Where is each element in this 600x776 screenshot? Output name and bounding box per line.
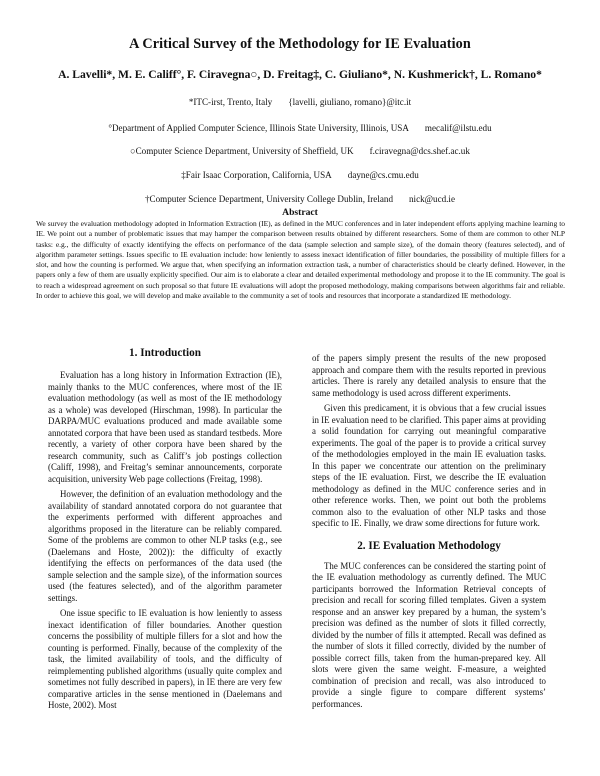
paragraph: However, the definition of an evaluation methodology and the availability of standard annotated corpora do not guarantee that the experiments performed with different approaches and algorithms proposed in the literature can be reliably compared. Some of the problems are common to other NLP tasks (e.g., see (Daelemans and Hoste, 2002)): the difficulty of exactly identifying the effects on performances of the data used (the sample selection and the sample size), of the information sources used (the features selected), and of the algorithm parameter settings. — [48, 489, 282, 603]
affiliation-institution: °Department of Applied Computer Science, Illinois State University, Illinois, USA — [108, 123, 409, 133]
section-heading-ie-evaluation-methodology: 2. IE Evaluation Methodology — [357, 539, 501, 552]
abstract-body: We survey the evaluation methodology adopted in Information Extraction (IE), as defined in the MUC conferences and in later independent efforts applying machine learning to IE. We point out a number of problematic issues that may hamper the comparison between results obtained by different researchers. Some of them are common to other NLP tasks: e.g., the difficulty of exactly identifying the effects on performance of the data (sample selection and sample size), of the domain theory (features selected), and of algorithm parameter settings. Issues specific to IE evaluation include: how leniently to assess inexact identification of filler boundaries, the possibility of multiple fillers for a slot, and how the counting is performed. We argue that, when specifying an information extraction task, a number of characteristics should be clearly defined. However, in the papers only a few of them are usually explicitly specified. Our aim is to elaborate a clear and detailed experimental methodology and propose it to the IE community. The goal is to reach a widespread agreement on such proposal so that future IE evaluations will adopt the proposed methodology, making comparisons between algorithms fair and reliable. In order to achieve this goal, we will develop and make available to the community a set of tools and resources that incorporate a standardized IE methodology. — [36, 219, 565, 300]
affiliation-email: dayne@cs.cmu.edu — [347, 170, 419, 180]
affiliation-email: mecalif@ilstu.edu — [424, 123, 492, 133]
affiliation-institution: *ITC-irst, Trento, Italy — [188, 97, 273, 107]
author-list: A. Lavelli*, M. E. Califf°, F. Ciravegna○, D. Freitag‡, C. Giuliano*, N. Kushmerick†, L. Romano* — [58, 68, 542, 81]
affiliation-email: {lavelli, giuliano, romano}@itc.it — [288, 97, 412, 107]
right-column — [312, 353, 546, 714]
affiliation-institution: †Computer Science Department, University College Dublin, Ireland — [145, 194, 393, 204]
affiliation-5 — [0, 194, 600, 204]
affiliation-3 — [0, 146, 600, 156]
paper-title: A Critical Survey of the Methodology for IE Evaluation — [129, 36, 471, 52]
paragraph: of the papers simply present the results of the new proposed approach and compare them with the results reported in previous articles. There is rarely any detailed analysis to ensure that the same methodology is used across different experiments. — [312, 353, 546, 398]
affiliation-email: nick@ucd.ie — [409, 194, 455, 204]
affiliation-4 — [0, 170, 600, 180]
abstract-heading: Abstract — [282, 207, 318, 218]
affiliation-1 — [0, 97, 600, 107]
affiliation-institution: ‡Fair Isaac Corporation, California, USA — [181, 170, 332, 180]
left-column — [48, 346, 282, 716]
affiliation-institution: ○Computer Science Department, University of Sheffield, UK — [130, 146, 354, 156]
paragraph: Evaluation has a long history in Information Extraction (IE), mainly thanks to the MUC conferences, where most of the IE evaluation methodology (as well as most of the IE methodology as a whole) was developed (Hirschman, 1998). In particular the DARPA/MUC evaluations produced and made available some annotated corpora that have been used as standard testbeds. More recently, a variety of other corpora have been shared by the research community, such as Califf’s job postings collection (Califf, 1998), and Freitag’s seminar announcements, corporate acquisition, university Web page collections (Freitag, 1998). — [48, 370, 282, 484]
affiliation-email: f.ciravegna@dcs.shef.ac.uk — [369, 146, 470, 156]
affiliation-2 — [0, 123, 600, 133]
paragraph: The MUC conferences can be considered the starting point of the IE evaluation methodology as currently defined. The MUC participants borrowed the Information Retrieval concepts of precision and recall for scoring filled templates. Given a system response and an answer key prepared by a human, the system’s precision was defined as the number of slots it filled correctly, divided by the number of fills it attempted. Recall was defined as the number of slots it filled correctly, divided by the number of possible correct fills, taken from the human-prepared key. All slots were given the same weight. F-measure, a weighted combination of precision and recall, was also introduced to provide a single figure to compare different systems’ performances. — [312, 560, 546, 709]
paragraph: Given this predicament, it is obvious that a few crucial issues in IE evaluation need to be clarified. This paper aims at providing a solid foundation for carrying out meaningful comparative experiments. The goal of the paper is to provide a critical survey of the methodologies employed in the main IE evaluation tasks. In this paper we concentrate our attention on the preliminary steps of the IE evaluation. First, we describe the IE evaluation methodology as defined in the MUC conference series and in other reference works. Then, we point out both the problems common also to the evaluation of other NLP tasks and those specific to IE. Finally, we draw some directions for future work. — [312, 403, 546, 528]
section-heading-introduction: 1. Introduction — [129, 347, 201, 359]
paragraph: One issue specific to IE evaluation is how leniently to assess inexact identification of filler boundaries. Another question concerns the possibility of multiple fillers for a slot and how the counting is performed. Finally, because of the complexity of the task, the limited availability of tools, and the difficulty of reimplementing published algorithms (usually quite complex and sometimes not fully described in papers), in IE there are very few comparative articles in the sense mentioned in (Daelemans and Hoste, 2002). Most — [48, 608, 282, 710]
